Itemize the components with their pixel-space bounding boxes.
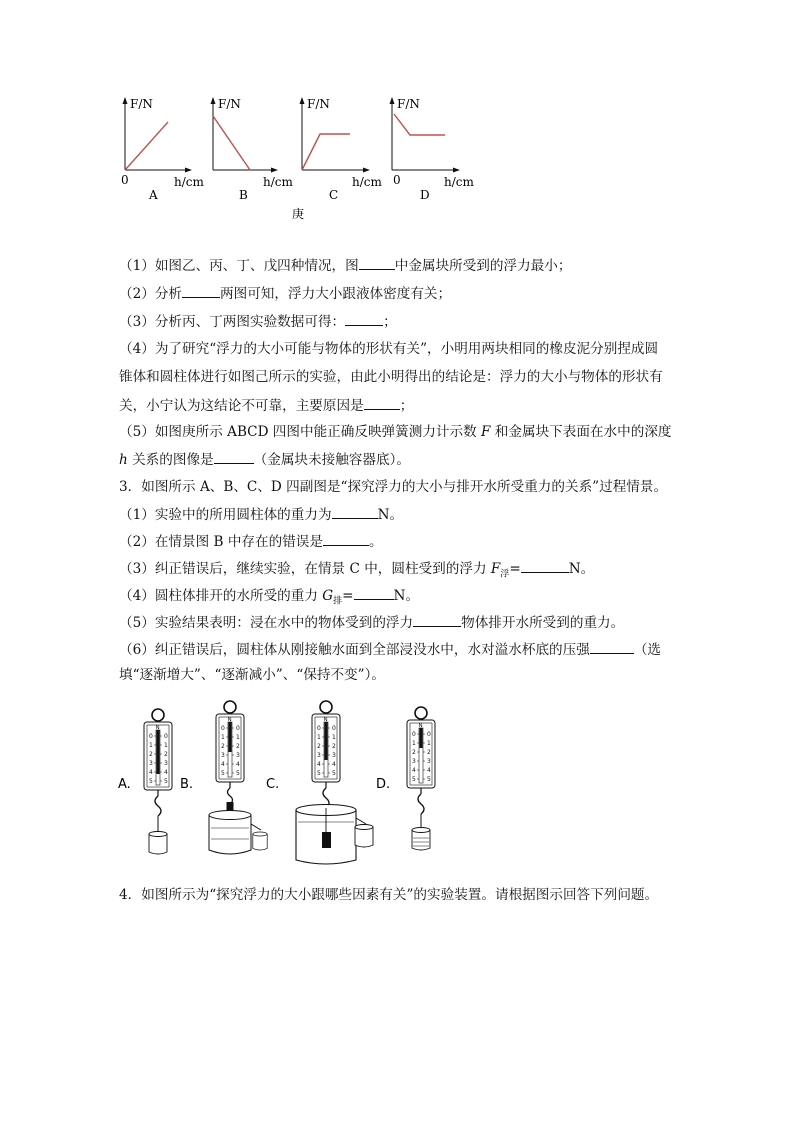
scene-c-label: C.: [266, 777, 280, 792]
answer-blank[interactable]: [182, 283, 220, 298]
answer-blank[interactable]: [590, 639, 634, 654]
answer-blank[interactable]: [521, 558, 569, 573]
scene-a: [118, 709, 172, 854]
q2-item-3: （3）分析丙、丁两图实验数据可得： ；: [119, 311, 397, 332]
q3-item-5: （5）实验结果表明：浸在水中的物体受到的浮力 物体排开水所受到的重力。: [119, 612, 624, 633]
graph-panel-d: [390, 97, 475, 202]
scene-d: [376, 707, 435, 850]
graph-d-xlabel: h/cm: [444, 175, 474, 189]
graph-a-ylabel: F/N: [130, 97, 153, 111]
q3-item-1: （1）实验中的所用圆柱体的重力为 N。: [119, 504, 403, 525]
graph-c-xlabel: h/cm: [352, 175, 382, 189]
q3-item-6-line2: 填“逐渐增大”、“逐渐减小”、“保持不变”）。: [119, 667, 385, 683]
q2-item-4-line1: （4）为了研究“浮力的大小可能与物体的形状有关”，小明用两块相同的橡皮泥分别捏成圆: [119, 341, 659, 357]
scene-b: [180, 701, 267, 854]
q2-item-4-line3: 关，小宁认为这结论不可靠，主要原因是 ；: [119, 395, 413, 416]
q3-item-6-line1: （6）纠正错误后，圆柱体从刚接触水面到全部浸没水中，水对溢水杯底的压强 （选: [119, 639, 661, 660]
q2-item-5-line2: h 关系的图像是 （金属块未接触容器底）。: [119, 449, 410, 470]
graph-b-ylabel: F/N: [218, 97, 241, 111]
q2-item-2: （2）分析 两图可知，浮力大小跟液体密度有关；: [119, 283, 451, 304]
graph-panel-a: [121, 97, 204, 202]
scene-c: [266, 701, 373, 864]
graph-d-line: [394, 114, 445, 135]
scene-a-label: A.: [118, 777, 131, 792]
answer-blank[interactable]: [323, 531, 369, 546]
scene-d-label: D.: [376, 777, 391, 792]
q3-item-2: （2）在情景图 B 中存在的错误是 。: [119, 531, 383, 552]
graph-d-origin: 0: [393, 173, 401, 187]
graph-d-letter: D: [420, 188, 430, 202]
graph-a-origin: 0: [121, 173, 129, 187]
graphs-caption: 庚: [292, 207, 305, 221]
graph-b-xlabel: h/cm: [263, 175, 293, 189]
graph-b-letter: B: [239, 188, 248, 202]
answer-blank[interactable]: [359, 255, 395, 270]
answer-blank[interactable]: [345, 311, 383, 326]
q2-item-1: （1）如图乙、丙、丁、戊四种情况，图 中金属块所受到的浮力最小；: [119, 255, 571, 276]
answer-blank[interactable]: [332, 504, 378, 519]
graph-d-ylabel: F/N: [397, 97, 420, 111]
q2-item-4-line2: 锥体和圆柱体进行如图己所示的实验，由此小明得出的结论是：浮力的大小与物体的形状有: [119, 369, 663, 385]
answer-blank[interactable]: [413, 612, 461, 627]
q2-item-5-line1: （5）如图庚所示 ABCD 四图中能正确反映弹簧测力计示数 F 和金属块下表面在水中的深度: [119, 424, 672, 440]
q4-heading: 4．如图所示为“探究浮力的大小跟哪些因素有关”的实验装置。请根据图示回答下列问题。: [119, 887, 659, 903]
answer-blank[interactable]: [354, 585, 394, 600]
graph-b-line: [213, 116, 250, 170]
graph-panel-c: [300, 97, 383, 202]
graph-a-letter: A: [149, 188, 158, 202]
graph-c-letter: C: [329, 188, 339, 202]
answer-blank[interactable]: [214, 449, 254, 464]
q3-item-3: （3）纠正错误后，继续实验，在情景 C 中，圆柱受到的浮力 $F_浮= N$。: [119, 558, 594, 585]
graph-a-xlabel: h/cm: [174, 175, 204, 189]
graph-c-line: [302, 134, 350, 170]
graphs-figure: [110, 92, 490, 222]
graph-a-line: [125, 122, 168, 170]
spring-scale-figure: 0 0 1 1 2 2 3 3 4 4 5 5 N A. B. C. D.: [110, 700, 470, 870]
q3-heading: 3．如图所示 A、B、C、D 四副图是“探究浮力的大小与排开水所受重力的关系”过程情景。: [119, 479, 668, 495]
scene-b-label: B.: [180, 777, 194, 792]
answer-blank[interactable]: [364, 395, 400, 410]
graph-c-ylabel: F/N: [307, 97, 330, 111]
graph-panel-b: [211, 97, 294, 202]
q3-item-4: （4）圆柱体排开的水所受的重力 $G_排= N$。: [119, 585, 419, 612]
